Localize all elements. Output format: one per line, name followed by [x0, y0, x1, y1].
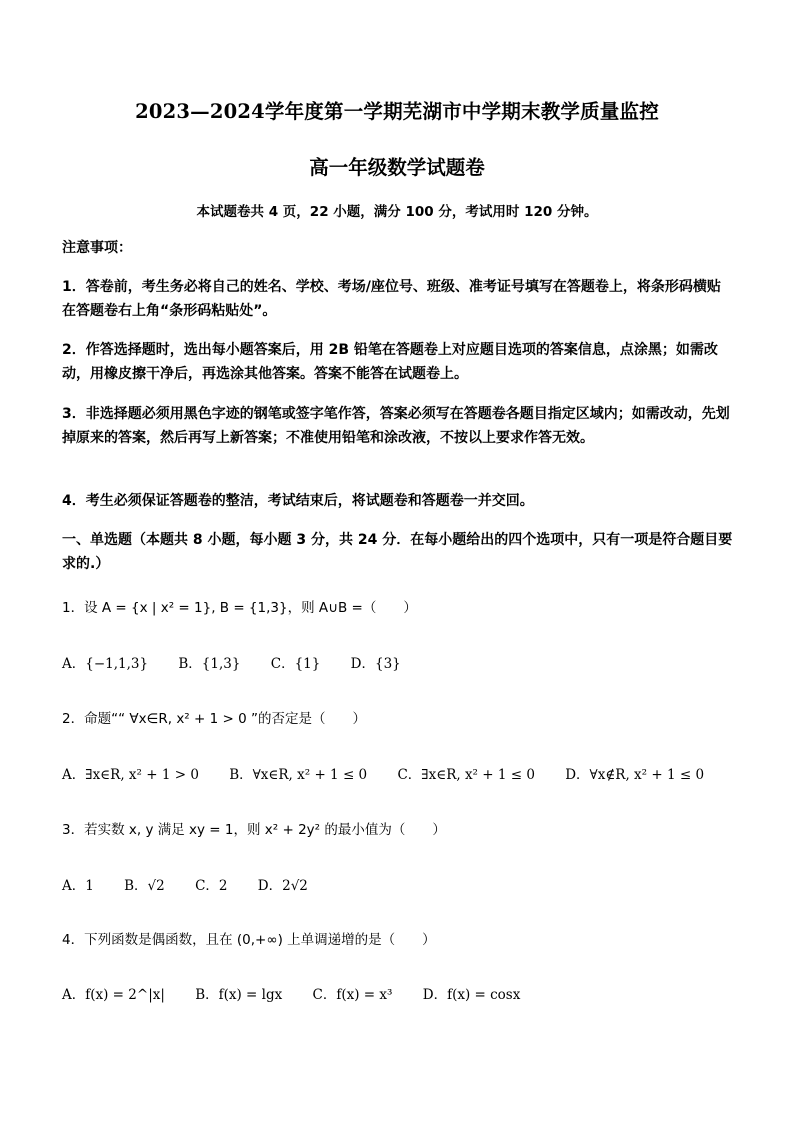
question-2-stem: 2．命题““ ∀x∈R, x² + 1 > 0 ”的否定是（ ） — [62, 711, 366, 727]
question-1-stem: 1．设 A = {x | x² = 1}, B = {1,3}，则 A∪B =（ ） — [62, 600, 417, 616]
question-1-option-a: A．{−1,1,3} — [62, 656, 149, 672]
exam-subtitle: 高一年级数学试题卷 — [309, 156, 485, 179]
section-heading: 一、单选题（本题共 8 小题，每小题 3 分，共 24 分．在每小题给出的四个选项中，只有一项是符合题目要求的.） — [62, 532, 733, 572]
question-2-option-c: C．∃x∈R, x² + 1 ≤ 0 — [397, 767, 535, 783]
question-4-option-a: A．f(x) = 2^|x| — [62, 987, 165, 1003]
question-3-stem: 3．若实数 x, y 满足 xy = 1，则 x² + 2y² 的最小值为（ ） — [62, 822, 446, 838]
question-3-option-d: D．2√2 — [257, 878, 308, 894]
question-4-option-d: D．f(x) = cosx — [422, 987, 521, 1003]
exam-meta: 本试题卷共 4 页，22 小题，满分 100 分，考试用时 120 分钟。 — [196, 204, 598, 220]
question-2-options — [62, 764, 762, 786]
question-3-option-a: A．1 — [62, 878, 94, 894]
question-4-options — [62, 984, 762, 1006]
notice-item-3: 3．非选择题必须用黑色字迹的钢笔或签字笔作答，答案必须写在答题卷各题目指定区域内；如需改动，先划掉原来的答案，然后再写上新答案；不准使用铅笔和涂改液，不按以上要求作答无效。 — [62, 406, 730, 446]
notice-item-2: 2．作答选择题时，选出每小题答案后，用 2B 铅笔在答题卷上对应题目选项的答案信息，点涂黑；如需改动，用橡皮擦干净后，再选涂其他答案。答案不能答在试题卷上。 — [62, 342, 718, 382]
question-3-option-c: C．2 — [195, 878, 228, 894]
question-1-option-c: C．{1} — [270, 656, 321, 672]
notice-item-4: 4．考生必须保证答题卷的整洁，考试结束后，将试题卷和答题卷一并交回。 — [62, 493, 534, 509]
question-1-options — [62, 653, 762, 675]
question-1-option-d: D．{3} — [350, 656, 401, 672]
question-3-option-b: B．√2 — [124, 878, 165, 894]
question-1-option-b: B．{1,3} — [178, 656, 241, 672]
question-2-option-d: D．∀x∉R, x² + 1 ≤ 0 — [565, 767, 705, 783]
question-3-options — [62, 875, 762, 897]
notice-item-1: 1．答卷前，考生务必将自己的姓名、学校、考场/座位号、班级、准考证号填写在答题卷上，将条形码横贴在答题卷右上角“条形码粘贴处”。 — [62, 279, 721, 319]
exam-title: 2023—2024学年度第一学期芜湖市中学期末教学质量监控 — [135, 100, 659, 123]
question-4-stem: 4．下列函数是偶函数，且在 (0,+∞) 上单调递增的是（ ） — [62, 932, 436, 948]
question-2-option-a: A．∃x∈R, x² + 1 > 0 — [62, 767, 199, 783]
question-4-option-c: C．f(x) = x³ — [312, 987, 393, 1003]
notice-heading: 注意事项： — [62, 240, 132, 256]
question-2-option-b: B．∀x∈R, x² + 1 ≤ 0 — [229, 767, 368, 783]
question-4-option-b: B．f(x) = lgx — [195, 987, 283, 1003]
